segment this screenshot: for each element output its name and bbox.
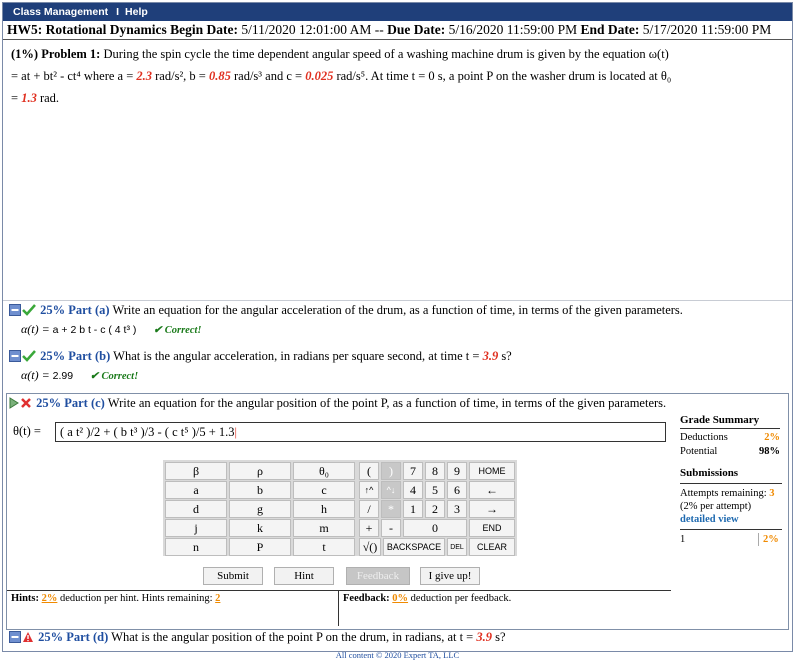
collapse-icon[interactable] [9, 350, 21, 366]
key-8[interactable]: 8 [425, 462, 445, 480]
part-a-header: 25% Part (a) Write an equation for the angular acceleration of the drum, as a function of time, in terms of the given parameters. [9, 303, 683, 320]
key-subscript[interactable]: ^↓ [381, 481, 401, 499]
problem-statement: (1%) Problem 1: During the spin cycle the time dependent angular speed of a washing machine drum is given by the equation ω(t) = at + bt² - ct⁴ where a = 2.3 rad/s², b = 0.85 rad/s³ and c = 0.025 rad/s⁵. At time t = 0 s, a point P on the washer drum is located at θ₀ = 1.3 rad. [11, 47, 672, 105]
problem-weight: (1%) [11, 47, 39, 61]
footer-copyright: All content © 2020 Expert TA, LLC [335, 650, 460, 660]
end-date: 5/17/2020 11:59:00 PM [642, 22, 772, 37]
hints-feedback-bar [7, 590, 671, 626]
feedback-button[interactable]: Feedback [346, 567, 410, 585]
key-del[interactable]: DEL [447, 538, 467, 556]
key-t[interactable]: t [293, 538, 355, 556]
submissions-panel: Submissions Attempts remaining: 3 (2% per attempt) detailed view 1 2% [680, 467, 782, 546]
give-up-button[interactable]: I give up! [420, 567, 480, 585]
text-caret: | [234, 425, 238, 439]
hints-info: Hints: 2% deduction per hint. Hints remaining: 2 [11, 593, 221, 604]
part-b-status: ✔ Correct! [90, 371, 139, 382]
key-3[interactable]: 3 [447, 500, 467, 518]
part-d-label: Part (d) [66, 630, 109, 644]
problem-divider [3, 300, 792, 301]
deductions-value: 2% [764, 432, 780, 443]
potential-value: 98% [759, 446, 780, 457]
given-a: 2.3 [136, 69, 153, 83]
key-9[interactable]: 9 [447, 462, 467, 480]
header-divider [3, 39, 792, 40]
expand-arrow-icon[interactable] [9, 397, 19, 413]
main-frame [2, 2, 793, 652]
key-close-paren[interactable]: ) [381, 462, 401, 480]
key-theta0[interactable]: θ₀ [293, 462, 355, 480]
key-h[interactable]: h [293, 500, 355, 518]
detailed-view-link[interactable]: detailed view [680, 514, 739, 525]
warning-icon [22, 631, 34, 647]
key-multiply[interactable]: * [381, 500, 401, 518]
key-c[interactable]: c [293, 481, 355, 499]
key-plus[interactable]: + [359, 519, 379, 537]
equation-keypad [163, 460, 517, 556]
given-c: 0.025 [305, 69, 334, 83]
key-left-arrow[interactable]: ← [469, 481, 515, 499]
hints-remaining: 2 [215, 593, 221, 604]
key-a[interactable]: a [165, 481, 227, 499]
key-minus[interactable]: - [381, 519, 401, 537]
part-c-header: 25% Part (c) Write an equation for the angular position of the point P, as a function of time, in terms of the given parameters. [9, 396, 666, 413]
due-date: 5/16/2020 11:59:00 PM [448, 22, 578, 37]
key-k[interactable]: k [229, 519, 291, 537]
part-a-label: Part (a) [68, 303, 110, 317]
part-b-answer: α(t) = 2.99 ✔ Correct! [21, 368, 139, 382]
grade-summary: Grade Summary Deductions 2% Potential 98% [680, 414, 780, 457]
key-p[interactable]: P [229, 538, 291, 556]
key-clear[interactable]: CLEAR [469, 538, 515, 556]
assignment-header: HW5: Rotational Dynamics Begin Date: 5/11/2020 12:01:00 AM -- Due Date: 5/16/2020 11:59:00 PM End Date: 5/17/2020 11:59:00 PM [7, 22, 772, 37]
incorrect-x-icon [20, 397, 32, 413]
input-label: θ(t) = [13, 424, 41, 438]
key-2[interactable]: 2 [425, 500, 445, 518]
key-j[interactable]: j [165, 519, 227, 537]
menu-class-management[interactable]: Class Management [13, 6, 109, 18]
key-b[interactable]: b [229, 481, 291, 499]
assignment-name: HW5: Rotational Dynamics [7, 22, 167, 37]
submit-button[interactable]: Submit [203, 567, 263, 585]
key-5[interactable]: 5 [425, 481, 445, 499]
key-d[interactable]: d [165, 500, 227, 518]
key-home[interactable]: HOME [469, 462, 515, 480]
key-0[interactable]: 0 [403, 519, 467, 537]
key-6[interactable]: 6 [447, 481, 467, 499]
part-a-status: ✔ Correct! [153, 325, 202, 336]
part-b-label: Part (b) [68, 349, 111, 363]
key-end[interactable]: END [469, 519, 515, 537]
problem-title: Problem 1: [41, 47, 101, 61]
menu-help[interactable]: Help [125, 6, 148, 18]
given-theta0: 1.3 [21, 91, 37, 105]
key-7[interactable]: 7 [403, 462, 423, 480]
collapse-icon[interactable] [9, 631, 21, 647]
key-divide[interactable]: / [359, 500, 379, 518]
checkmark-icon [22, 350, 36, 366]
part-d-header: 25% Part (d) What is the angular position of the point P on the drum, in radians, at t = 3.9 s? [9, 630, 506, 647]
begin-date: 5/11/2020 12:01:00 AM [241, 22, 372, 37]
checkmark-icon [22, 304, 36, 320]
feedback-info: Feedback: 0% deduction per feedback. [343, 593, 512, 604]
key-right-arrow[interactable]: → [469, 500, 515, 518]
key-sqrt[interactable]: √() [359, 538, 381, 556]
key-rho[interactable]: ρ [229, 462, 291, 480]
part-a-answer: α(t) = a + 2 b t - c ( 4 t³ ) ✔ Correct! [21, 322, 202, 336]
key-n[interactable]: n [165, 538, 227, 556]
key-1[interactable]: 1 [403, 500, 423, 518]
menu-separator: I [116, 6, 120, 18]
key-beta[interactable]: β [165, 462, 227, 480]
part-b-header: 25% Part (b) What is the angular acceleration, in radians per square second, at time t = 3.9 s? [9, 349, 512, 366]
hint-button[interactable]: Hint [274, 567, 334, 585]
key-open-paren[interactable]: ( [359, 462, 379, 480]
key-superscript[interactable]: ↑^ [359, 481, 379, 499]
key-m[interactable]: m [293, 519, 355, 537]
equation-input[interactable]: ( a t² )/2 + ( b t³ )/3 - ( c t⁵ )/5 + 1.3| [55, 422, 666, 442]
part-c-label: Part (c) [64, 396, 105, 410]
menu-bar [3, 3, 792, 21]
collapse-icon[interactable] [9, 304, 21, 320]
key-g[interactable]: g [229, 500, 291, 518]
key-4[interactable]: 4 [403, 481, 423, 499]
key-backspace[interactable]: BACKSPACE [383, 538, 445, 556]
given-b: 0.85 [209, 69, 231, 83]
attempts-remaining: 3 [769, 488, 775, 499]
